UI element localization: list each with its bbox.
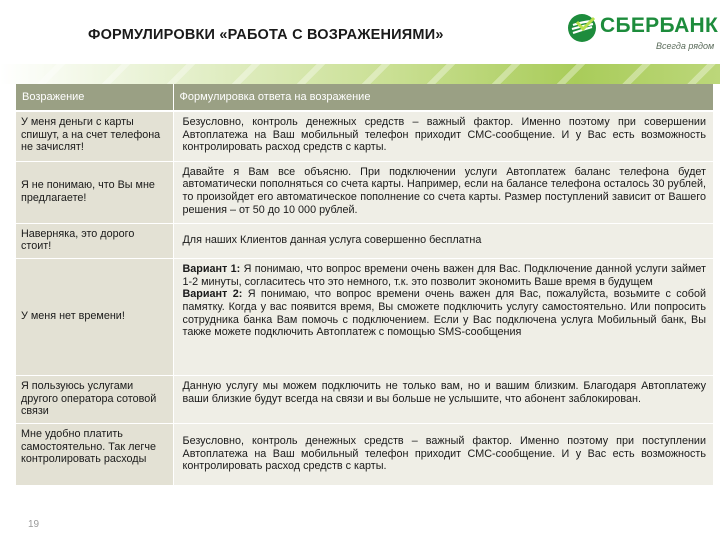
objections-table — [16, 84, 714, 486]
objection-cell: У меня нет времени! — [16, 258, 173, 375]
variant-2-text: Я понимаю, что вопрос времени очень важен для Вас, пожалуйста, возьмите с собой памятку. Когда у вас появится время, Вы сможете подключить услугу самостоятельно. Или попросить сотрудника банка Вам помочь с подключением. Если у Вас подключена услуга Мобильный банк, Вы также можете подключить Автоплатеж с помощью SMS-сообщения — [182, 288, 707, 339]
variant-1-text: Я понимаю, что вопрос времени очень важен для Вас. Подключение данной услуги займет 1-2 минуты, согласитесь что это немного, т.к. это позволит экономить Ваше время в будущем — [182, 262, 707, 288]
table-row — [16, 258, 713, 375]
answer-cell: Безусловно, контроль денежных средств – важный фактор. Именно поэтому при поступлении Автоплатежа на Ваш мобильный телефон приходит СМС-сообщение. И у Вас есть возможность контролировать расход средств с карты. — [173, 424, 713, 486]
sberbank-logo — [566, 10, 719, 62]
table-row — [16, 161, 713, 223]
table-row — [16, 375, 713, 423]
objection-cell: Мне удобно платить самостоятельно. Так легче контролировать расходы — [16, 424, 173, 486]
variant-2-label: Вариант 2: — [182, 288, 243, 301]
table-row — [16, 111, 713, 161]
objection-cell: У меня деньги с карты спишут, а на счет телефона не зачислят! — [16, 111, 173, 161]
page-title: ФОРМУЛИРОВКИ «РАБОТА С ВОЗРАЖЕНИЯМИ» — [88, 27, 444, 43]
answer-cell — [173, 258, 713, 375]
column-header-answer: Формулировка ответа на возражение — [173, 84, 713, 111]
table-row — [16, 223, 713, 258]
page-number: 19 — [28, 519, 40, 530]
answer-cell: Данную услугу мы можем подключить не только вам, но и вашим близким. Благодаря Автоплатежу ваши близкие будут всегда на связи и вы больше не услышите, что абонент заблокирован. — [173, 375, 713, 423]
answer-cell: Давайте я Вам все объясню. При подключении услуги Автоплатеж баланс телефона будет автоматически пополняться со счета карты. Например, если на балансе телефона осталось 30 рублей, то произойдет его автоматическое пополнение со счета карты. Размер поступлений зависит от Вашего решения – от 50 до 10 000 рублей. — [173, 161, 713, 223]
objection-cell: Я не понимаю, что Вы мне предлагаете! — [16, 161, 173, 223]
decorative-band-stripes — [0, 64, 720, 84]
sberbank-logo-icon — [566, 12, 598, 44]
column-header-objection: Возражение — [16, 84, 173, 111]
logo-wordmark: СБЕРБАНК — [600, 14, 719, 37]
objection-cell: Я пользуюсь услугами другого оператора сотовой связи — [16, 375, 173, 423]
answer-cell: Для наших Клиентов данная услуга совершенно бесплатна — [173, 223, 713, 258]
answer-cell: Безусловно, контроль денежных средств – важный фактор. Именно поэтому при совершении Автоплатежа на Ваш мобильный телефон приходит СМС-сообщение. И у Вас есть возможность контролировать расход средств с карты. — [173, 111, 713, 161]
table-header-row — [16, 84, 713, 111]
table-row — [16, 424, 713, 486]
logo-tagline: Всегда рядом — [656, 41, 715, 51]
objection-cell: Наверняка, это дорого стоит! — [16, 223, 173, 258]
variant-1-label: Вариант 1: — [182, 262, 241, 275]
